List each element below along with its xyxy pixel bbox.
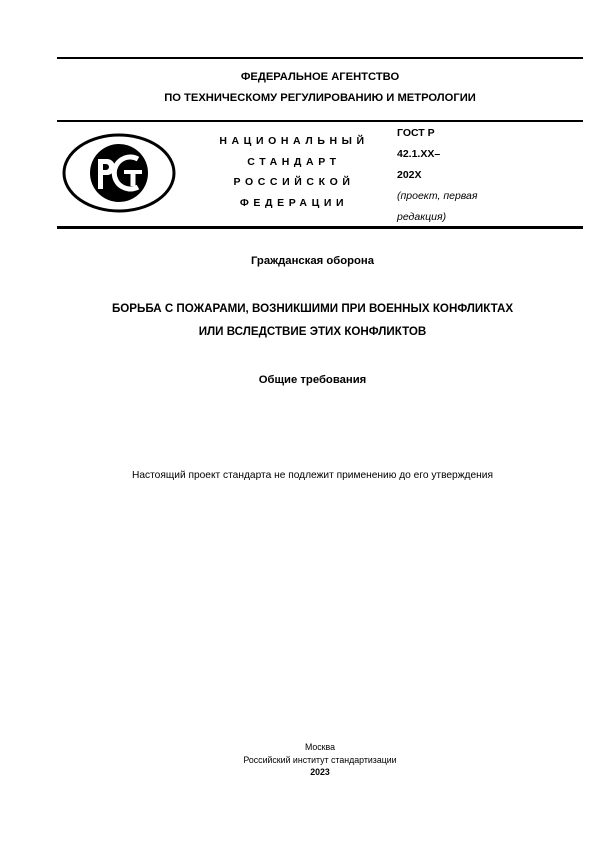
- standard-prefix: ГОСТ Р: [397, 127, 435, 139]
- national-standard-line-1: НАЦИОНАЛЬНЫЙ: [219, 135, 369, 147]
- header-top-rule: [57, 57, 583, 59]
- standard-status-line-2: редакция): [397, 211, 447, 223]
- header-bottom-rule: [57, 226, 583, 229]
- document-subtitle: Общие требования: [258, 374, 367, 386]
- rst-certification-logo-icon: [62, 133, 176, 213]
- standard-year: 202X: [397, 169, 422, 181]
- header-middle-rule: [57, 120, 583, 122]
- imprint-publisher: Российский институт стандартизации: [243, 754, 397, 765]
- agency-name: [57, 67, 583, 109]
- national-standard-line-2: СТАНДАРТ: [247, 155, 341, 168]
- document-title-line-1: БОРЬБА С ПОЖАРАМИ, ВОЗНИКШИМИ ПРИ ВОЕННЫХ КОНФЛИКТАХ: [111, 302, 514, 315]
- standard-number: 42.1.XX–: [397, 148, 441, 160]
- standard-number-block: [397, 123, 517, 228]
- draft-notice: Настоящий проект стандарта не подлежит применению до его утверждения: [132, 470, 493, 481]
- agency-line-1: ФЕДЕРАЛЬНОЕ АГЕНТСТВО: [240, 71, 400, 83]
- national-standard-line-3: РОССИЙСКОЙ: [233, 176, 355, 188]
- series-title: Гражданская оборона: [250, 255, 375, 267]
- document-title-line-2: ИЛИ ВСЛЕДСТВИЕ ЭТИХ КОНФЛИКТОВ: [198, 325, 427, 338]
- imprint-year: 2023: [310, 767, 330, 777]
- imprint-city: Москва: [304, 742, 336, 752]
- national-standard-label: [208, 131, 380, 213]
- national-standard-line-4: ФЕДЕРАЦИИ: [239, 196, 349, 209]
- agency-line-2: ПО ТЕХНИЧЕСКОМУ РЕГУЛИРОВАНИЮ И МЕТРОЛОГИИ: [164, 92, 476, 104]
- imprint: [57, 741, 583, 779]
- standard-status-line-1: (проект, первая: [397, 190, 478, 202]
